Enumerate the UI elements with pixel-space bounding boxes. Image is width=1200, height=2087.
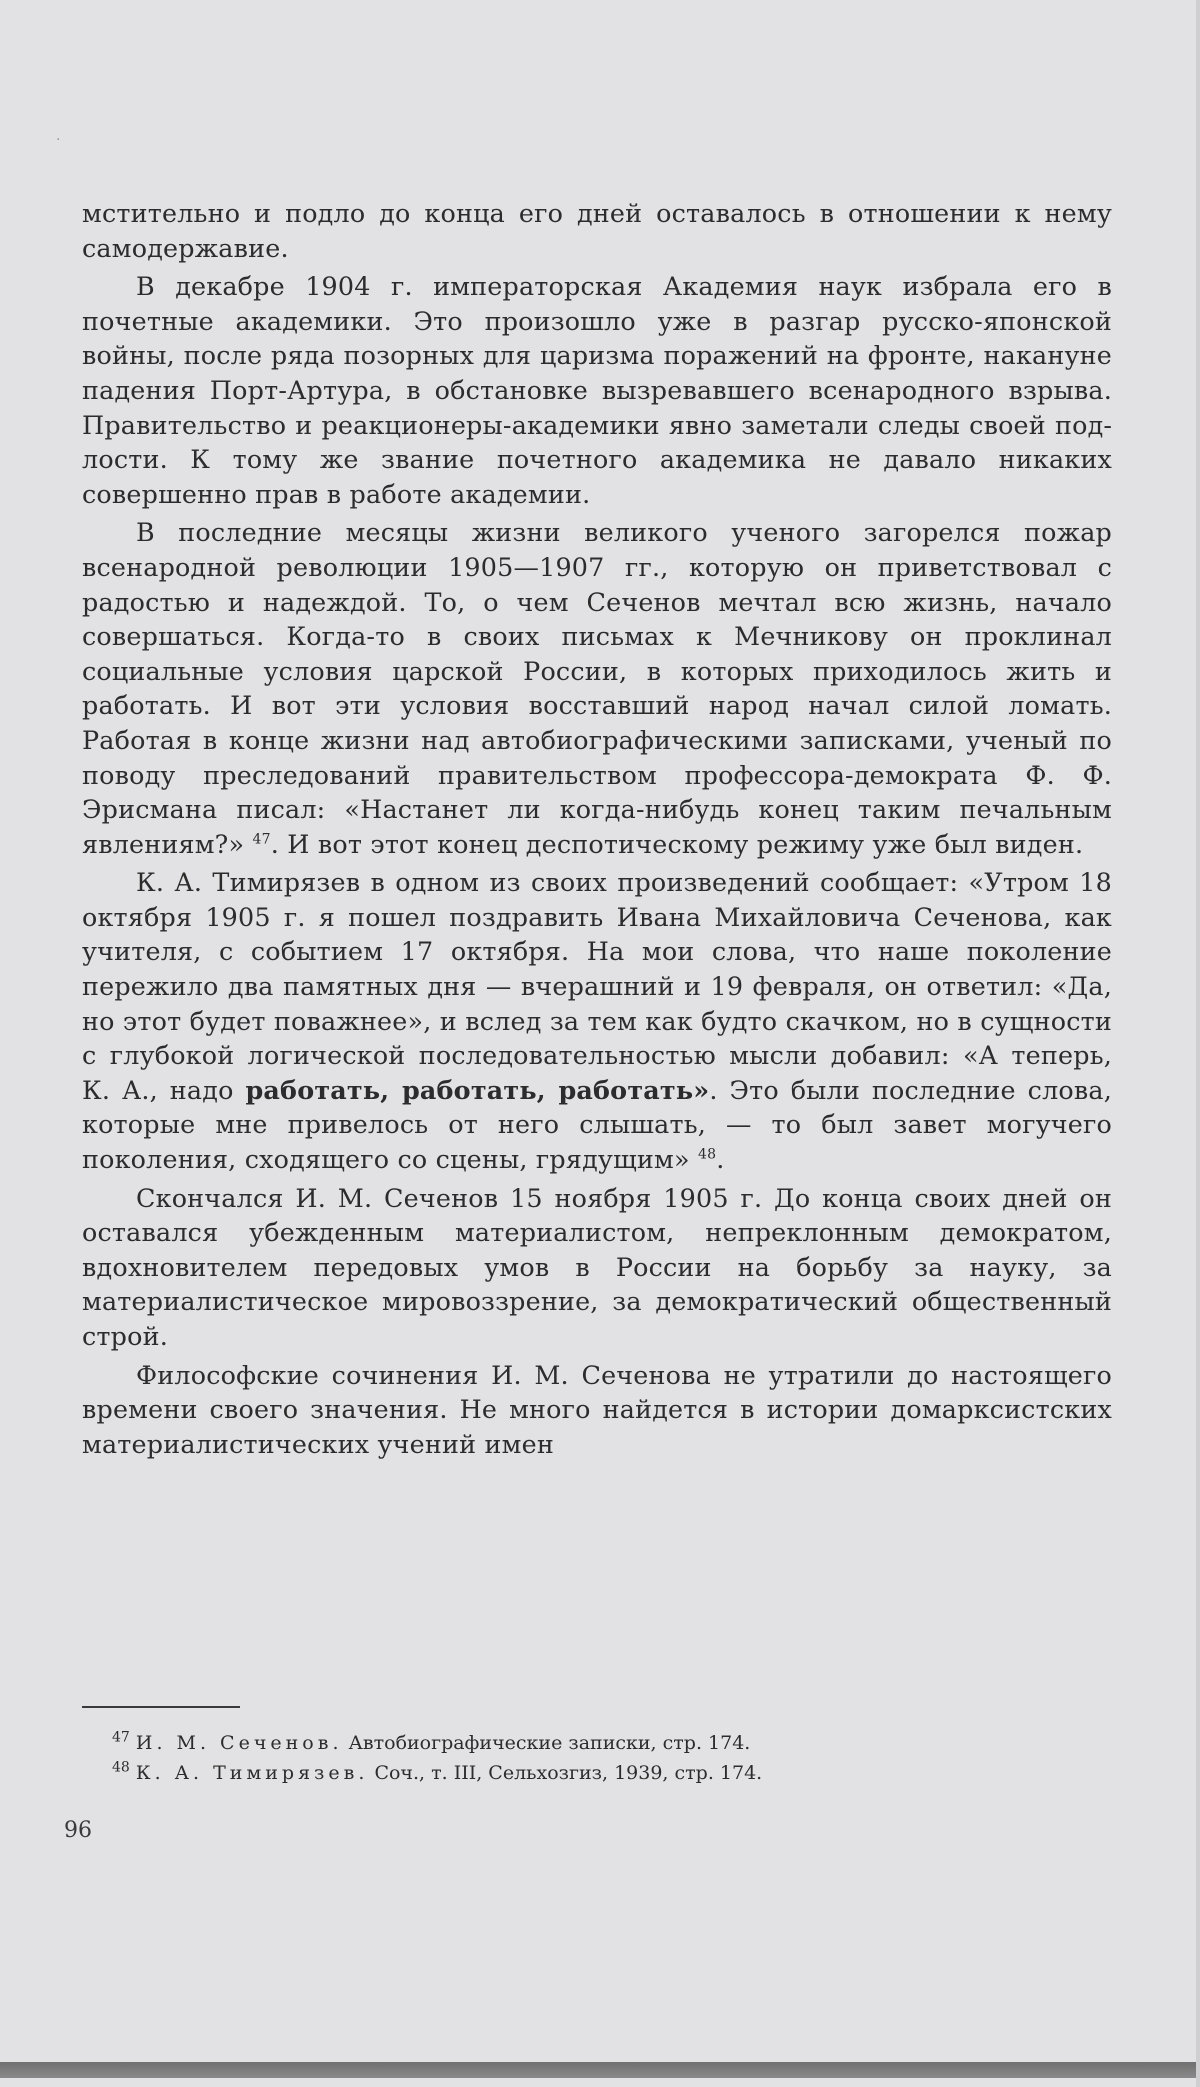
footnote-author: К. А. Тимирязев.	[135, 1762, 369, 1784]
footnote-author: И. М. Сеченов.	[135, 1732, 343, 1754]
paragraph-academy: В декабре 1904 г. императорская Академия наук избрала его в почетные академики. Это произошло уже в разгар русско-японской войны, после ряда позорных для царизма поражений на фронте, накануне падения Порт-Артура, в обстановке вызревавшего всенародного взрыва. Правительство и реакционеры-академики явно заметали следы своей подлости. К тому же звание почетного академика не давало никаких совершенно прав в работе академии.	[82, 271, 1112, 509]
footnote-47	[112, 1728, 1062, 1758]
paragraph-continued: мстительно и подло до конца его дней оставалось в отношении к нему самодержавие.	[82, 198, 1112, 263]
scan-edge-bar	[0, 2062, 1200, 2078]
footnote-48	[112, 1758, 1062, 1788]
footnotes	[112, 1728, 1062, 1788]
footnote-text: Автобиографические записки, стр. 174.	[348, 1732, 751, 1754]
body-text	[82, 196, 1112, 1465]
emphasis-work: работать, работать, работать»	[245, 1074, 710, 1105]
print-speck: ·	[56, 132, 61, 148]
paragraph-revolution-text: В последние месяцы жизни великого ученого загорелся пожар всенародной революции 1905—1907 гг., которую он приветствовал с радостью и надеждой. То, о чем Сеченов мечтал всю жизнь, начало совершаться. Когда-то в своих письмах к Мечникову он проклинал социальные условия царской России, в которых приходилось жить и работать. И вот эти условия восставший народ начал силой ломать. Работая в конце жизни над автобиографическими записками, ученый по поводу преследований правительством профессора-демократа Ф. Ф. Эрисмана писал: «Настанет ли когда-нибудь конец таким печальным явлениям?»	[82, 517, 1112, 859]
paragraph-revolution: В последние месяцы жизни великого ученого загорелся пожар всенародной революции 1905—1907 гг., которую он приветствовал с радостью и надеждой. То, о чем Сеченов мечтал всю жизнь, начало совершаться. Когда-то в своих письмах к Мечникову он проклинал социальные условия царской России, в которых приходилось жить и работать. И вот эти условия восставший народ начал силой ломать. Работая в конце жизни над автобиографическими записками, ученый по поводу преследований правительством профессора-демократа Ф. Ф. Эрисмана писал: «Настанет ли когда-нибудь конец таким печальным явлениям?» $^{47}$. И вот этот конец деспотическому режиму уже был виден.	[82, 517, 1112, 859]
paragraph-timiryazev: К. А. Тимирязев в одном из своих произведений сообщает: «Утром 18 октября 1905 г. я пошел поздравить Ивана Михайловича Сеченова, как учителя, с событием 17 октября. На мои слова, что наше поколение пережило два памятных дня — вчерашний и 19 февраля, он ответил: «Да, но этот будет поважнее», и вслед за тем как будто скачком, но в сущности с глубокой логической последовательностью мысли добавил: «А теперь, К. А., надо работать, работать, работать». Это были последние слова, которые мне привелось от него слышать, — то был завет могучего поколения, сходящего со сцены, грядущим» $^{48}$.	[82, 867, 1112, 1175]
scan-right-edge	[1196, 0, 1200, 2087]
paragraph-timiryazev-text: К. А. Тимирязев в одном из своих произведений сообщает: «Утром 18 октября 1905 г. я пошел поздравить Ивана Михайловича Сеченова, как учителя, с событием 17 октября. На мои слова, что наше поколение пережило два памятных дня — вчерашний и 19 февраля, он ответил: «Да, но этот будет поважнее», и вслед за тем как будто скачком, но в сущности с глубокой логической последовательностью мысли добавил: «А теперь, К. А., надо	[82, 867, 1112, 1105]
footnote-ref-47: 47	[252, 831, 271, 848]
paragraph-death: Скончался И. М. Сеченов 15 ноября 1905 г. До конца своих дней он оставался убежденным материалистом, непреклонным демократом, вдохновителем передовых умов в России на борьбу за науку, за материалистическое мировоззрение, за демократический общественный строй.	[82, 1182, 1112, 1351]
paragraph-timiryazev-end: . Это были последние слова, которые мне привелось от него слышать, — то был завет могучего поколения, сходящего со сцены, грядущим»	[82, 1074, 1112, 1175]
footnote-text: Соч., т. III, Сельхозгиз, 1939, стр. 174.	[374, 1762, 763, 1784]
footnote-ref-48: 48	[697, 1146, 717, 1163]
footnote-divider	[82, 1706, 240, 1708]
footnote-mark: 47	[112, 1729, 130, 1746]
paragraph-philosophy: Философские сочинения И. М. Сеченова не утратили до настоящего времени своего значения. Не много найдется в истории домарксистских материалистических учений имен	[82, 1359, 1112, 1459]
paragraph-revolution-end: И вот этот конец деспотическому режиму уже был виден.	[287, 828, 1084, 859]
page-number: 96	[64, 1818, 92, 1843]
footnote-mark: 48	[112, 1759, 130, 1776]
